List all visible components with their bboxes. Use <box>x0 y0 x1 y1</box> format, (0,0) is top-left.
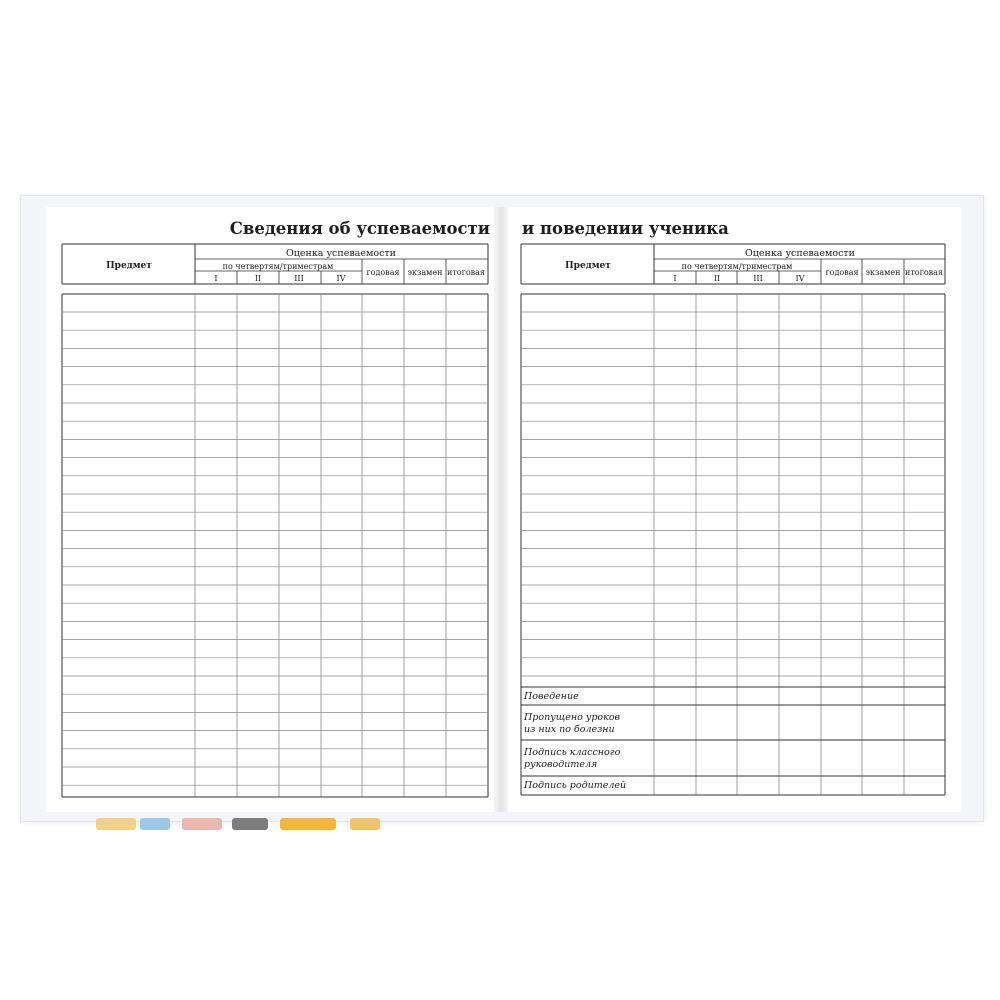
quarter-col-3: III <box>294 274 304 283</box>
grade-header: Оценка успеваемости <box>745 248 855 259</box>
exam-column-header: экзамен <box>407 268 443 277</box>
subject-column-header: Предмет <box>565 261 611 271</box>
left-grade-table <box>62 244 488 797</box>
right-page-title: и поведении ученика <box>522 219 729 238</box>
teacher-signature-row-label: Подпись классного руководителя <box>524 747 621 770</box>
annual-column-header: годовая <box>366 268 400 277</box>
final-column-header: итоговая <box>905 268 943 277</box>
quarter-col-2: II <box>254 274 262 283</box>
quarter-col-3: III <box>753 274 763 283</box>
quarter-col-2: II <box>713 274 721 283</box>
annual-column-header: годовая <box>825 268 859 277</box>
final-column-header: итоговая <box>447 268 485 277</box>
quarter-col-1: I <box>214 274 218 283</box>
quarter-col-4: IV <box>336 274 346 283</box>
quarters-header: по четвертям/триместрам <box>681 262 793 271</box>
subject-column-header: Предмет <box>106 261 152 271</box>
missed-lessons-row-label: Пропущено уроков из них по болезни <box>524 712 621 735</box>
parents-signature-row-label: Подпись родителей <box>524 780 627 791</box>
exam-column-header: экзамен <box>865 268 901 277</box>
left-page-title: Сведения об успеваемости <box>229 219 490 238</box>
quarter-col-1: I <box>673 274 677 283</box>
quarter-col-4: IV <box>795 274 805 283</box>
quarters-header: по четвертям/триместрам <box>222 262 334 271</box>
behavior-row-label: Поведение <box>524 691 579 702</box>
grade-header: Оценка успеваемости <box>286 248 396 259</box>
